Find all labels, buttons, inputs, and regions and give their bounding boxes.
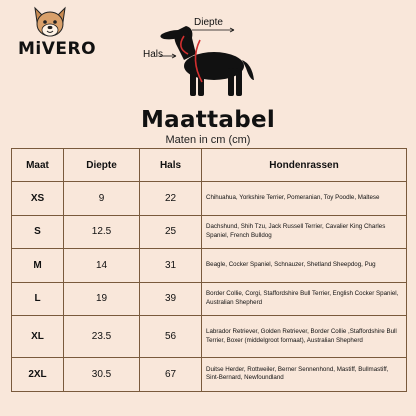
- size-cell: L: [12, 282, 64, 316]
- dog-silhouette-icon: [160, 26, 254, 96]
- breeds-cell: Chihuahua, Yorkshire Terrier, Pomeranian, Toy Poodle, Maltese: [202, 182, 407, 216]
- size-cell: XS: [12, 182, 64, 216]
- neck-cell: 22: [140, 182, 202, 216]
- neck-cell: 25: [140, 215, 202, 249]
- depth-cell: 12.5: [64, 215, 140, 249]
- depth-cell: 14: [64, 249, 140, 283]
- size-cell: 2XL: [12, 358, 64, 392]
- table-row: [12, 249, 407, 283]
- depth-cell: 19: [64, 282, 140, 316]
- table-row: [12, 182, 407, 216]
- table-row: [12, 316, 407, 358]
- neck-cell: 31: [140, 249, 202, 283]
- breeds-cell: Labrador Retriever, Golden Retriever, Border Collie ,Staffordshire Bull Terrier, Boxer (middelgroot formaat), Australian Shepherd: [202, 316, 407, 358]
- breeds-cell: Dachshund, Shih Tzu, Jack Russell Terrier, Cavalier King Charles Spaniel, French Bulldog: [202, 215, 407, 249]
- depth-cell: 23.5: [64, 316, 140, 358]
- breeds-cell: Border Collie, Corgi, Staffordshire Bull Terrier, English Cocker Spaniel, Australian Shepherd: [202, 282, 407, 316]
- breeds-cell: Duitse Herder, Rottweiler, Berner Sennenhond, Mastiff, Bullmastiff, Sint-Bernard, Newfoundland: [202, 358, 407, 392]
- neck-cell: 39: [140, 282, 202, 316]
- neck-label: Hals: [143, 49, 164, 60]
- depth-cell: 9: [64, 182, 140, 216]
- neck-cell: 56: [140, 316, 202, 358]
- table-row: [12, 282, 407, 316]
- table-row: [12, 215, 407, 249]
- size-cell: XL: [12, 316, 64, 358]
- table-header-row: [12, 149, 407, 182]
- depth-label: Diepte: [194, 17, 223, 28]
- header-size: Maat: [12, 149, 64, 182]
- size-cell: M: [12, 249, 64, 283]
- header-neck: Hals: [140, 149, 202, 182]
- header-depth: Diepte: [64, 149, 140, 182]
- size-chart-table: [11, 148, 407, 392]
- dog-face-icon: [31, 6, 69, 40]
- brand-logo: [18, 6, 97, 60]
- breeds-cell: Beagle, Cocker Spaniel, Schnauzer, Shetland Sheepdog, Pug: [202, 249, 407, 283]
- size-cell: S: [12, 215, 64, 249]
- page-subtitle: Maten in cm (cm): [165, 134, 251, 146]
- table-row: [12, 358, 407, 392]
- page-title: Maattabel: [140, 107, 276, 133]
- brand-name: MiVERO: [18, 39, 97, 59]
- header-breeds: Hondenrassen: [202, 149, 407, 182]
- depth-cell: 30.5: [64, 358, 140, 392]
- neck-cell: 67: [140, 358, 202, 392]
